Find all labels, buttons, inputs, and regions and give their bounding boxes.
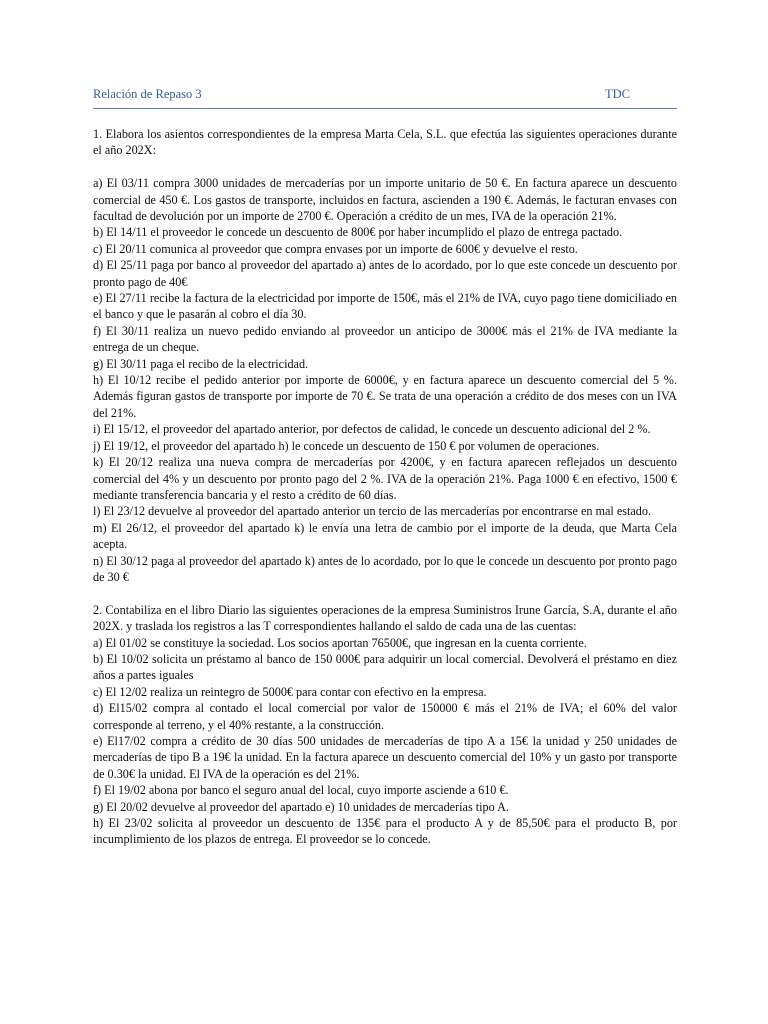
exercise-2-item-c: c) El 12/02 realiza un reintegro de 5000€ para contar con efectivo en la empresa. <box>93 684 487 699</box>
exercise-1-item-f: f) El 30/11 realiza un nuevo pedido enviando al proveedor un anticipo de 3000€ más el 21% de IVA mediante la entrega de un cheque. <box>93 323 677 355</box>
exercise-1-item-m: m) El 26/12, el proveedor del apartado k) le envía una letra de cambio por el importe de la deuda, que Marta Cela acepta. <box>93 520 677 552</box>
exercise-1-item-e: e) El 27/11 recibe la factura de la electricidad por importe de 150€, más el 21% de IVA, cuyo pago tiene domiciliado en el banco y que le pasarán al cobro el día 30. <box>93 291 677 322</box>
exercise-1-intro: 1. Elabora los asientos correspondientes de la empresa Marta Cela, S.L. que efectúa las siguientes operaciones durante el año 202X: <box>93 127 677 158</box>
exercise-2-item-e: e) El17/02 compra a crédito de 30 días 500 unidades de mercaderías de tipo A a 15€ la unidad y 250 unidades de mercaderías de tipo B a 19€ la unidad. En la factura aparece un descuento comercial del 10% y un gasto por transporte de 0.30€ la unidad. El IVA de la operación es del 21%. <box>93 734 677 781</box>
exercise-1-item-h: h) El 10/12 recibe el pedido anterior por importe de 6000€, y en factura aparece un descuento comercial del 5 %. Además figuran gastos de transporte por importe de 70 €. Se trata de una operación a crédito de dos meses con un IVA del 21%. <box>93 373 677 420</box>
page-header <box>93 86 677 109</box>
spacer <box>93 585 677 601</box>
exercise-1-item-i: i) El 15/12, el proveedor del apartado anterior, por defectos de calidad, le concede un descuento adicional del 2 %. <box>93 422 651 437</box>
exercise-1-item-n: n) El 30/12 paga al proveedor del apartado k) antes de lo acordado, por lo que le concede un descuento por pronto pago de 30 € <box>93 553 677 584</box>
header-title: Relación de Repaso 3 <box>93 87 202 101</box>
exercise-2-item-h: h) El 23/02 solicita al proveedor un descuento de 135€ para el producto A y de 85,50€ para el producto B, por incumplimiento de los plazos de entrega. El proveedor se lo concede. <box>93 816 677 847</box>
exercise-2-item-b: b) El 10/02 solicita un préstamo al banco de 150 000€ para adquirir un local comercial. Devolverá el préstamo en diez años a partes iguales <box>93 651 677 683</box>
exercise-1-item-l: l) El 23/12 devuelve al proveedor del apartado anterior un tercio de las mercaderías por encontrarse en mal estado. <box>93 504 652 519</box>
exercise-1-item-j: j) El 19/12, el proveedor del apartado h) le concede un descuento de 150 € por volumen de operaciones. <box>93 438 600 453</box>
exercise-1-item-g: g) El 30/11 paga el recibo de la electricidad. <box>93 356 309 371</box>
exercise-2-item-f: f) El 19/02 abona por banco el seguro anual del local, cuyo importe asciende a 610 €. <box>93 783 509 798</box>
exercise-2-item-d: d) El15/02 compra al contado el local comercial por valor de 150000 € más el 21% de IVA; el 60% del valor corresponde al terreno, y el 40% restante, a la construcción. <box>93 701 677 732</box>
exercise-1-item-c: c) El 20/11 comunica al proveedor que compra envases por un importe de 600€ y devuelve el resto. <box>93 241 578 256</box>
exercise-1-item-d: d) El 25/11 paga por banco al proveedor del apartado a) antes de lo acordado, por lo que este concede un descuento por pronto pago de 40€ <box>93 258 677 289</box>
exercise-2-item-a: a) El 01/02 se constituye la sociedad. Los socios aportan 76500€, que ingresan en la cuenta corriente. <box>93 635 587 650</box>
header-subject: TDC <box>605 87 630 101</box>
exercise-1-item-k: k) El 20/12 realiza una nueva compra de mercaderías por 4200€, y en factura aparecen reflejados un descuento comercial del 4% y un descuento por pronto pago del 2 %. IVA de la operación 21%. Paga 1000 € en efectivo, 1500 € mediante transferencia bancaria y el resto a crédito de 60 días. <box>93 455 677 502</box>
exercise-2-item-g: g) El 20/02 devuelve al proveedor del apartado e) 10 unidades de mercaderías tipo A. <box>93 799 509 814</box>
exercise-1-item-b: b) El 14/11 el proveedor le concede un descuento de 800€ por haber incumplido el plazo de entrega pactado. <box>93 225 623 240</box>
spacer <box>93 159 677 175</box>
exercise-2-intro: 2. Contabiliza en el libro Diario las siguientes operaciones de la empresa Suministros Irune García, S.A, durante el año 202X. y traslada los registros a las T correspondientes hallando el saldo de cada una de las cuentas: <box>93 602 677 634</box>
exercise-1-item-a: a) El 03/11 compra 3000 unidades de mercaderías por un importe unitario de 50 €. En factura aparece un descuento comercial de 450 €. Los gastos de transporte, incluidos en factura, ascienden a 190 €. Además, le facturan envases con facultad de devolución por un importe de 2700 €. Operación a crédito de un mes, IVA de la operación 21%. <box>93 176 677 224</box>
document-body <box>93 126 677 848</box>
